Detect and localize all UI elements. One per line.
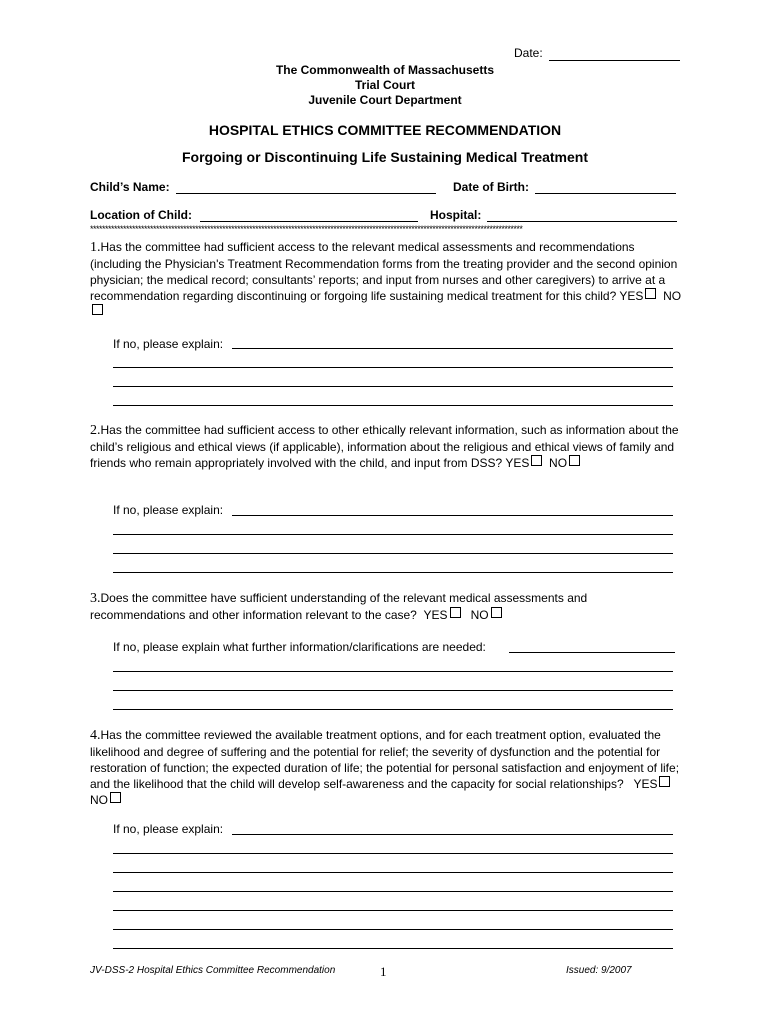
question-4-number: 4. — [90, 728, 101, 743]
q3-no-checkbox[interactable] — [491, 607, 502, 618]
q2-explain-line-1[interactable] — [232, 515, 673, 516]
q1-explain-line-2[interactable] — [113, 367, 673, 368]
q2-explain-line-3[interactable] — [113, 553, 673, 554]
q4-explain-line-5[interactable] — [113, 910, 673, 911]
childs-name-label: Child’s Name: — [90, 180, 170, 194]
footer-page-number: 1 — [380, 964, 387, 979]
question-4 — [90, 727, 690, 808]
date-field[interactable] — [549, 60, 680, 61]
footer-issued: Issued: 9/2007 — [566, 965, 632, 976]
q1-no-checkbox[interactable] — [92, 304, 103, 315]
location-of-child-field[interactable] — [200, 221, 418, 222]
page-title: HOSPITAL ETHICS COMMITTEE RECOMMENDATION — [208, 122, 562, 138]
page-subtitle: Forgoing or Discontinuing Life Sustaining Medical Treatment — [181, 149, 589, 165]
q3-explain-line-4[interactable] — [113, 709, 673, 710]
question-2 — [90, 422, 685, 471]
date-of-birth-label: Date of Birth: — [453, 180, 529, 194]
question-3-text: Does the committee have sufficient understanding of the relevant medical assessments and recommendations and other information relevant to the case? — [90, 591, 588, 622]
question-1-text: Has the committee had sufficient access to the relevant medical assessments and recommendations (including the Physician's Treatment Recommendation forms from the treating provider and the second opinion physician; the medical record; consultants’ reports; and input from nurses and other caregivers) to arrive at a recommendation regarding discontinuing or forgoing life sustaining medical treatment for this child? — [90, 240, 678, 303]
q3-explain-line-3[interactable] — [113, 690, 673, 691]
question-3 — [90, 590, 650, 623]
q1-no-label: NO — [663, 289, 682, 303]
question-2-text: Has the committee had sufficient access to other ethically relevant information, such as information about the child’s religious and ethical views (if applicable), information about the religious and ethical views of family and friends who remain appropriately involved with the child, and input from DSS? — [90, 423, 679, 470]
question-1-number: 1. — [90, 240, 101, 255]
separator-line: ************************************************************************************************************************************************ — [90, 224, 523, 234]
q1-yes-label: YES — [619, 289, 644, 303]
q2-explain-line-2[interactable] — [113, 534, 673, 535]
q4-yes-label: YES — [633, 777, 658, 791]
question-2-number: 2. — [90, 423, 101, 438]
q2-explain-line-4[interactable] — [113, 572, 673, 573]
footer-form-id: JV-DSS-2 Hospital Ethics Committee Recommendation — [90, 965, 336, 976]
q1-explain-label: If no, please explain: — [113, 337, 224, 351]
q2-explain-label: If no, please explain: — [113, 503, 224, 517]
q3-yes-label: YES — [423, 608, 448, 622]
q4-explain-line-1[interactable] — [232, 834, 673, 835]
q4-no-label: NO — [90, 793, 108, 807]
q4-explain-line-2[interactable] — [113, 853, 673, 854]
q3-yes-checkbox[interactable] — [450, 607, 461, 618]
hospital-label: Hospital: — [430, 208, 482, 222]
q2-no-label: NO — [549, 456, 568, 470]
q1-explain-line-1[interactable] — [232, 348, 673, 349]
location-of-child-label: Location of Child: — [90, 208, 192, 222]
q2-yes-checkbox[interactable] — [531, 455, 542, 466]
q4-explain-line-4[interactable] — [113, 891, 673, 892]
q3-explain-label: If no, please explain what further information/clarifications are needed: — [113, 640, 486, 654]
date-label: Date: — [514, 46, 543, 60]
header-trial-court: Trial Court — [354, 78, 415, 92]
childs-name-field[interactable] — [176, 193, 436, 194]
header-commonwealth: The Commonwealth of Massachusetts — [275, 63, 495, 77]
header-department: Juvenile Court Department — [308, 93, 462, 107]
question-1 — [90, 239, 685, 320]
q1-yes-checkbox[interactable] — [645, 288, 656, 299]
q4-explain-label: If no, please explain: — [113, 822, 224, 836]
question-3-number: 3. — [90, 591, 101, 606]
date-of-birth-field[interactable] — [535, 193, 676, 194]
q3-explain-line-2[interactable] — [113, 671, 673, 672]
hospital-field[interactable] — [487, 221, 677, 222]
q1-explain-line-3[interactable] — [113, 386, 673, 387]
question-4-text: Has the committee reviewed the available treatment options, and for each treatment option, evaluated the likelihood and degree of suffering and the potential for relief; the severity of dysfunction and the potential for restoration of function; the expected duration of life; the potential for personal satisfaction and enjoyment of life; and the likelihood that the child will develop self-awareness and the capacity for social relationships? — [90, 728, 680, 791]
q1-explain-line-4[interactable] — [113, 405, 673, 406]
q4-explain-line-7[interactable] — [113, 948, 673, 949]
q2-no-checkbox[interactable] — [569, 455, 580, 466]
q2-yes-label: YES — [505, 456, 530, 470]
q3-explain-line-1[interactable] — [509, 652, 675, 653]
q4-yes-checkbox[interactable] — [659, 776, 670, 787]
q3-no-label: NO — [470, 608, 489, 622]
q4-explain-line-6[interactable] — [113, 929, 673, 930]
q4-explain-line-3[interactable] — [113, 872, 673, 873]
q4-no-checkbox[interactable] — [110, 792, 121, 803]
